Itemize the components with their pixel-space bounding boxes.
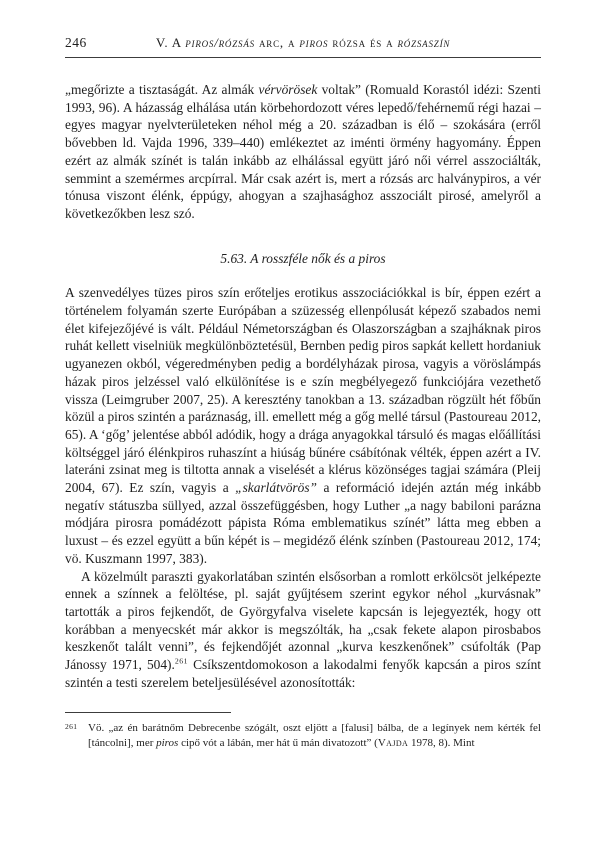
footnote-marker: 261: [65, 722, 78, 731]
running-header: [65, 36, 541, 58]
footnote-text: Vö. „az én barátnőm Debrecenbe szógált, oszt eljött a [falusi] bálba, de a legínyek nem kérték fel [táncolni], mer piros cipő vót a lábán, mer hát ű mán divatozott” (Vajda 1978, 8). Mint: [88, 722, 541, 749]
paragraph: A szenvedélyes tüzes piros szín erőteljes erotikus asszociációkkal is bír, éppen ezért a történelem folyamán szerte Európában a szüzesség ellenpólusát képező szabados nemi élet kifejezőjévé is vált. Például Németországban és Olaszországban a szajháknak piros ruhát kellett viselniük megkülönböztetésül, Bernben pedig piros sapkát kellett hordaniuk ugyanezen okból, végeredményben pedig a bordélyházak pirosa, vagyis a vöröslámpás házak piros jelzéssel való elkülönítése is e szín megbélyegező funkciójára vezethető vissza (Leimgruber 2007, 25). A keresztény tanokban a 13. században rögzült hét főbűn közül a piros szintén a paráznaság, ill. emellett még a gőg mellé társul (Pastoureau 2012, 65). A ‘gőg’ jelentése abból adódik, hogy a drága anyagokkal társuló és magas előállítási költséggel járó élénkpiros ruhaszínt a hiúság bűnére csábítónak vélték, éppen azért a IV. lateráni zsinat meg is tiltotta annak a viselését a klérus közönséges tagjai számára (Pleij 2004, 67). Ez szín, vagyis a „skarlátvörös” a reformáció idején aztán még inkább negatív státuszba süllyed, azzal összefüggésben, hogy Luther „a nagy babiloni parázna módjára pirosra pomádézott pápista Róma emblematikus színét” látta meg ebben a luxust – és ezzel együtt a bűn képét is – megidéző élénk színben (Pastoureau 2012, 174; vö. Kuszmann 1997, 383).: [65, 285, 542, 566]
page-number: 246: [65, 35, 87, 50]
footnote: [65, 721, 541, 750]
section-heading: 5.63. A rosszféle nők és a piros: [220, 250, 386, 266]
paragraph: „megőrizte a tisztaságát. Az almák vérvörösek voltak” (Romuald Korastól idézi: Szenti 1993, 96). A házasság elhálása után körbehordozott véres lepedő/fehérnemű régi hazai – egyes magyar nyelvterületeken néhol még a 20. században is élő – szokására (erről bővebben ld. Vajda 1996, 339–440) emlékeztet az iménti örmény hagyomány. Éppen ezért az almák színét is talán inkább az elhálással együtt járó női vérrel asszociálták, semmint a szemérmes arcpírral. Már csak azért is, mert a rózsás arc halványpiros, a vér tónusa viszont élénk, éppúgy, ahogyan a szajhasághoz asszociált pirosé, amelyről a következőkben lesz szó.: [65, 82, 541, 221]
running-head-title: V. A piros/rózsás arc, a piros rózsa és a rózsaszín: [155, 35, 451, 50]
main-text: [65, 81, 541, 692]
paragraph: A közelmúlt paraszti gyakorlatában szintén elsősorban a romlott erkölcsöt jelképezte ennek a színnek a felöltése, pl. saját gyűjtésem szerint egykor néhol „kurvásnak” tartották a piros fejkendőt, de Györgyfalva viselete kapcsán is lejegyezték, hogy ott korábban a menyecskét már akkor is megszólták, ha „csak fekete alapon pirosbabos keszkenőt talált venni”, és fejkendőjét azonnal „kurva keszkenőnek” csúfolták (Pap Jánossy 1971, 504).$^{261}$ Csíkszentdomokoson a lakodalmi fenyők kapcsán a piros színt szintén a testi szerelem beteljesülésével azonosították:: [65, 568, 541, 690]
footnote-area: [65, 712, 541, 750]
footnote-separator-rule: [65, 712, 231, 713]
